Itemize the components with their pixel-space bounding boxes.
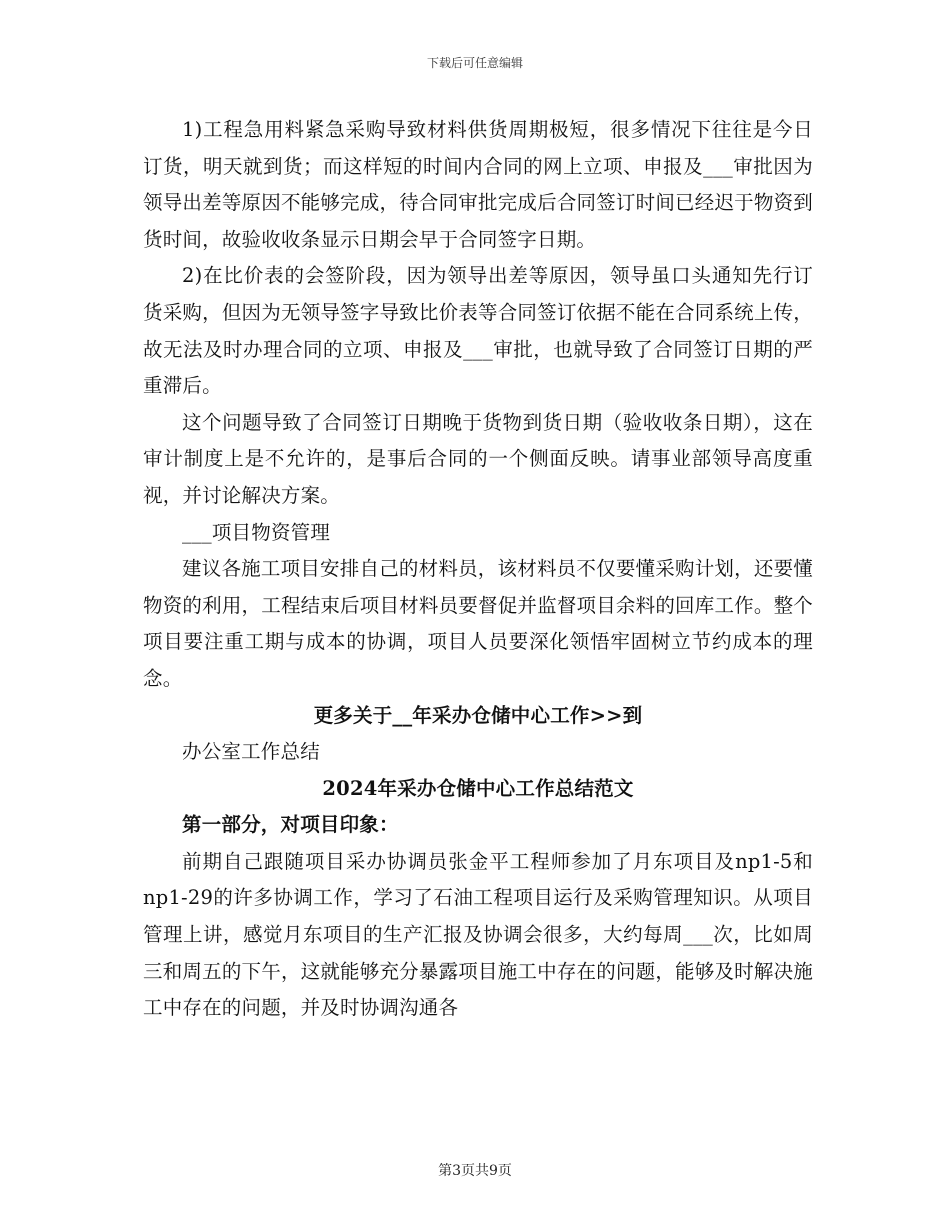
section-project-materials: ___项目物资管理 bbox=[182, 520, 331, 544]
office-summary-line: 办公室工作总结 bbox=[182, 740, 320, 764]
page-number: 第3页共9页 bbox=[438, 1163, 512, 1179]
paragraph-1: 1)工程急用料紧急采购导致材料供货周期极短，很多情况下往往是今日订货，明天就到货；而这样短的时间内合同的网上立项、申报及___审批因为领导出差等原因不能够完成，待合同审批完成后合同签订时间已经迟于物资到货时间，故验收收条显示日期会早于合同签字日期。 bbox=[143, 118, 813, 251]
more-link-heading: 更多关于__年采办仓储中心工作>>到 bbox=[313, 703, 643, 727]
document-title: 2024年采办仓储中心工作总结范文 bbox=[322, 776, 634, 800]
paragraph-4: 建议各施工项目安排自己的材料员，该材料员不仅要懂采购计划，还要懂物资的利用，工程结束后项目材料员要督促并监督项目余料的回库工作。整个项目要注重工期与成本的协调，项目人员要深化领悟牢固树立节约成本的理念。 bbox=[143, 557, 813, 690]
document-body bbox=[143, 112, 813, 1027]
page-header: 下载后可任意编辑 bbox=[426, 56, 523, 70]
paragraph-5: 前期自己跟随项目采办协调员张金平工程师参加了月东项目及np1-5和np1-29的许多协调工作，学习了石油工程项目运行及采购管理知识。从项目管理上讲，感觉月东项目的生产汇报及协调会很多，大约每周___次，比如周三和周五的下午，这就能够充分暴露项目施工中存在的问题，能够及时解决施工中存在的问题，并及时协调沟通各 bbox=[143, 849, 813, 1020]
section-heading-part-one: 第一部分，对项目印象： bbox=[182, 813, 399, 837]
paragraph-3: 这个问题导致了合同签订日期晚于货物到货日期（验收收条日期），这在审计制度上是不允许的，是事后合同的一个侧面反映。请事业部领导高度重视，并讨论解决方案。 bbox=[143, 410, 813, 507]
paragraph-2: 2)在比价表的会签阶段，因为领导出差等原因，领导虽口头通知先行订货采购，但因为无领导签字导致比价表等合同签订依据不能在合同系统上传，故无法及时办理合同的立项、申报及___审批，也就导致了合同签订日期的严重滞后。 bbox=[143, 264, 813, 398]
